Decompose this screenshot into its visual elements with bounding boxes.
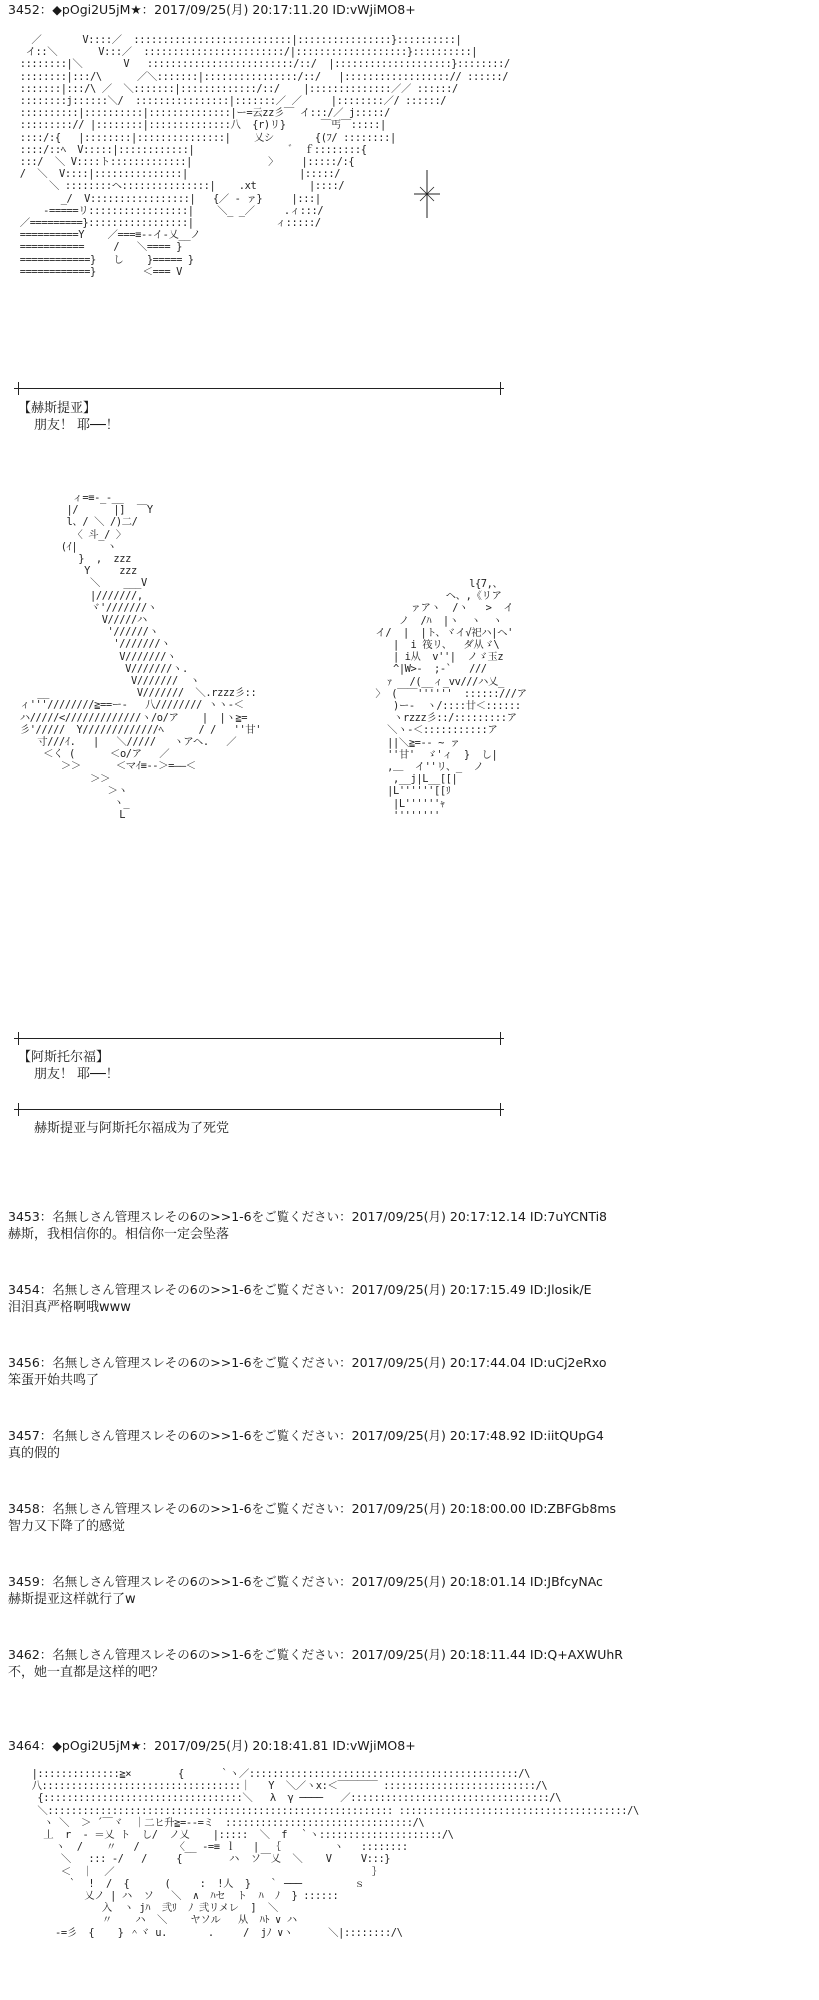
ascii-art-hestia: ／ V::::／ :::::::::::::::::::::::::::|::::::::::::::::}::::::::::| イ::＼ V:::／ ::::::::::::::::::::::::/|:::::::::::::::::::}::::::::::| ::::::::|＼ V :::::::::::::::::::::::::/::/ |::::::::::::::::::::}::::::::/ ::::::::|:::/\ ／＼:::::::|::::::::::::::::/::/ |::::::::::::::::::// ::::::/ :::::::|:::/\ ／ ＼:::::::|:::::::::::::/::/ |::::::::::::::／／ ::::::/ ::::::::j::::::＼/ ::::::::::::::::|:::::::／ ／ |::::::::／/ ::::::/ ::::::::::|::::::::::|::::::::::::::|ー=云zz彡￣ イ:::/／ j:::::/ :::::::::// |::::::::|::::::::::::::八 {r)リ} ￣丐￣:::::| ::::/:{ |::::::::|:::::::::::::::| 乂シ {(ﾌ/ ::::::::| ::::/::ﾍ V:::::|::::::::::::| ゛ ｆ::::::::{ :::/ ＼ V::::ト:::::::::::::| 〉 |:::::/:{ / ＼ V::::|:::::::::::::::| |:::::/ ＼ ::::::::ヘ:::::::::::::::| .xt |::::/ _/ V:::::::::::::::::| {／ ‐ ァ} |:::| ‐=====リ:::::::::::::::::| ＼_ _／ .ィ:::/ ／=========}:::::::::::::::::| ィ:::::/ ==========Y ／===≡--イ‐乂__ノ =========== / ＼==== } ============} し }===== } ============} ＜=== V [19, 34, 510, 278]
reply-header: 3458：名無しさん管理スレその6の>>1-6をご覧ください：2017/09/25(月) 20:18:00.00 ID:ZBFGb8ms [8, 1501, 617, 1516]
sparkle-icon [412, 168, 442, 228]
ascii-art-astolfo: ィ=≡‐_‐__ |/ |] ￣Y l、/ ＼ /)二/ 〈 斗_/ 〉 (ｲ| ヽ } , zzz Y zzz ＼ ___V |///////, ヾ'///////ヽ V/////ハ '//////ヽ '///////ヽ V///////ヽ V///////ヽ. V/////// ヽ __ V/////// ＼.rzzz彡:: ィ'''////////≧==ー- 八//////// ヽヽ‐＜ ハ/////</////////////ヽ/o/ア | |ヽ≧= 彡'///// Y/////////////ﾍ / / ''甘' 寸///ｲ. | ＼///// ヽアヘ. ／ ＜く ( ＜o/ア ／ ＞＞ ＜マｲ≡‐‐＞=――＜ ＞＞ ＞ヽ ヽ_ L [19, 492, 262, 822]
reply-body: 赫斯，我相信你的。相信你一定会坠落 [8, 1227, 230, 1242]
reply-body: 笨蛋开始共鸣了 [8, 1373, 100, 1388]
ascii-art-hestia-jump: l{7,、 ヘ、,《リア ァアヽ /ヽ > イ ノ /ﾊ |ヽ ヽ ヽ イ/ | |ト、ヾイ√祀ハ|ヘ' | i 筏リ、 ダ从ゞ\ | i从 v''| ノゞ玉z ^|W>- ;-` /// ｧ /(__ィ_vv///ハ乂_ 〉 (￣￣'''''' ::::::///ア )ー‐ ヽ/::::廿＜:::::: ヽrzzz彡::/:::::::::ア ＼ヽ‐＜:::::::::::ア ||＼≧=‐‐ ~ ァ ''甘' ゞ'ィ } し| ,＿ イ''リ、_ ノ ,__j|L__[[| |L''''''[[ﾘ |L''''''ｬ '''''''' [375, 578, 527, 822]
divider-tick [500, 1032, 501, 1045]
reply-header: 3453：名無しさん管理スレその6の>>1-6をご覧ください：2017/09/25(月) 20:17:12.14 ID:7uYCNTi8 [8, 1209, 608, 1224]
divider-line [14, 1109, 504, 1110]
divider-line [14, 1038, 504, 1039]
divider-tick [18, 382, 19, 395]
post-header-3464: 3464：◆pOgi2U5jM★：2017/09/25(月) 20:18:41.81 ID:vWjiMO8+ [8, 1738, 416, 1753]
reply-header: 3462：名無しさん管理スレその6の>>1-6をご覧ください：2017/09/25(月) 20:18:11.44 ID:Q+AXWUhR [8, 1647, 623, 1662]
reply-body: 泪泪真严格啊哦www [8, 1300, 131, 1315]
post-header-3452: 3452：◆pOgi2U5jM★：2017/09/25(月) 20:17:11.20 ID:vWjiMO8+ [8, 2, 416, 17]
divider-tick [500, 1103, 501, 1116]
reply-body: 智力又下降了的感觉 [8, 1519, 126, 1534]
dialogue-line: 朋友！ 耶──！ [34, 418, 119, 433]
speaker-label: 【赫斯提亚】 [18, 401, 97, 416]
reply-body: 赫斯提亚这样就行了w [8, 1592, 136, 1607]
ascii-art-crowd: |::::::::::::::≧× { ｀ヽ／::::::::::::::::::::::::::::::::::::::::::::::/\ 八::::::::::::::::::::::::::::::::::｜ Y ＼／ヽx:＜￣￣￣￣ ::::::::::::::::::::::::::/\ {::::::::::::::::::::::::::::::::::＼ λ γ ──── ／::::::::::::::::::::::::::::::::::/\ ＼::::::::::::::::::::::::::::::::::::::::::::::::::::::::::: :::::::::::::::::::::::::::::::::::::::/\ ヽ ＼ ＞ ´￣ヾ ｜二ヒ升≧=-‐=ミ ::::::::::::::::::::::::::::::::/\ 丄 r ‐ ＝乂 ト し/ ノ乂 |::::: ＼ f ｀ヽ:::::::::::::::::::::/\ ヽ / 〃 / 〈__ ‐=≡ ｌ | ｛ ヽ :::::::: ＼ ::: -/ / { ハ ソ￣乂 ＼ V V:::} ＜ ｜ ／ ｝ ｀ ! / { ( : !人 } ｀ ─── ｓ 乂ノ | ハ ソ ＼ ∧ ﾊセ ト ﾊ ﾉ } :::::: 入 ヽ jﾊ 弐ﾘ ﾉ 弐リメレ ] ＼ 〃 ハ ＼ ヤソル 从 ﾊﾄ ∨ ハ ‐=彡 { } ＾ヾ u. . / jﾉ ∨ヽ ＼|::::::::/\ [31, 1768, 639, 1939]
divider-line [14, 388, 504, 389]
divider-tick [18, 1103, 19, 1116]
reply-body: 真的假的 [8, 1446, 61, 1461]
speaker-label: 【阿斯托尔福】 [18, 1050, 110, 1065]
reply-body: 不，她一直都是这样的吧？ [8, 1665, 165, 1680]
divider-tick [500, 382, 501, 395]
narration-text: 赫斯提亚与阿斯托尔福成为了死党 [34, 1121, 230, 1136]
reply-header: 3457：名無しさん管理スレその6の>>1-6をご覧ください：2017/09/25(月) 20:17:48.92 ID:iitQUpG4 [8, 1428, 604, 1443]
dialogue-line: 朋友！ 耶──！ [34, 1067, 119, 1082]
reply-header: 3459：名無しさん管理スレその6の>>1-6をご覧ください：2017/09/25(月) 20:18:01.14 ID:JBfcyNAc [8, 1574, 603, 1589]
reply-header: 3454：名無しさん管理スレその6の>>1-6をご覧ください：2017/09/25(月) 20:17:15.49 ID:Jlosik/E [8, 1282, 592, 1297]
divider-tick [18, 1032, 19, 1045]
reply-header: 3456：名無しさん管理スレその6の>>1-6をご覧ください：2017/09/25(月) 20:17:44.04 ID:uCj2eRxo [8, 1355, 607, 1370]
